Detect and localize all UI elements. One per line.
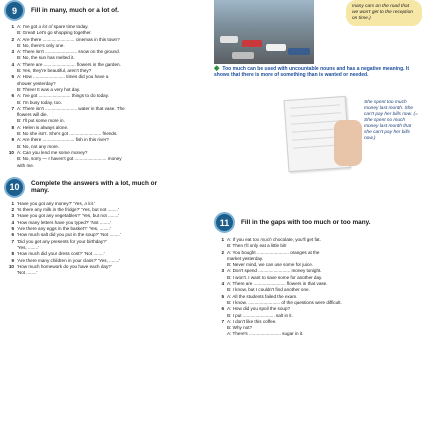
exercise-item: [4, 106, 212, 125]
item-line: B: Why not?: [227, 325, 253, 331]
item-line: 'Did you get any presents for your birthday?': [17, 238, 107, 244]
item-text: [17, 264, 212, 270]
item-number: 1: [11, 200, 14, 206]
item-line: B: I'm busy today, too.: [17, 99, 62, 105]
item-number: 7: [11, 238, 14, 244]
exercise-11-list: [214, 237, 420, 338]
exercise-9-title: Fill in many, much or a lot of.: [31, 6, 119, 14]
rule-text: Too much can be used with uncountable nouns and has a negative meaning. It shows that there is more of something than is wanted or needed.: [214, 66, 409, 79]
item-line: B: No, not any more.: [17, 143, 60, 149]
item-number: 4: [221, 281, 224, 287]
example-note: She spent too much money last month. She can't pay her bills now. (= She spent so much money last month that she can't pay her bills now.): [364, 100, 418, 141]
exercise-item: [214, 319, 420, 338]
item-line: B: I know. ......................... of the questions were difficult.: [227, 299, 342, 305]
car-shape: [242, 40, 262, 47]
item-number: 2: [221, 249, 224, 255]
example-answer: too much: [252, 237, 272, 242]
item-line: B: Then I'll only eat a little bit!: [227, 243, 287, 249]
item-line: spare time today.: [52, 24, 89, 29]
exercise-11-title: Fill in the gaps with too much or too many.: [241, 218, 371, 226]
item-number: 8: [11, 251, 14, 257]
exercise-item: [4, 62, 212, 75]
item-text: [17, 137, 212, 143]
item-line: A: I don't like this coffee.: [227, 318, 277, 324]
exercise-item: [214, 306, 420, 319]
exercise-item: [214, 281, 420, 294]
item-number: 4: [11, 61, 14, 67]
exercise-10-header: [4, 177, 212, 198]
right-column: [214, 0, 420, 423]
item-text: [17, 74, 212, 80]
exercise-item: [4, 74, 212, 93]
item-number: 8: [11, 124, 14, 130]
exercise-item: [4, 24, 212, 37]
item-number: 6: [11, 93, 14, 99]
item-line: A: If you eat: [227, 237, 253, 242]
exercise-item: [4, 125, 212, 138]
item-line: A: All the students failed the exam.: [227, 293, 298, 299]
item-line: A: How ......................... times did you have a: [17, 74, 109, 80]
item-line: B: I know, but I couldn't find another one.: [227, 287, 310, 293]
item-line: 'How much salt did you put in the soup?' 'Not ........': [17, 232, 121, 238]
item-number: 3: [11, 49, 14, 55]
item-line: B: I won't. I want to save some for another day.: [227, 274, 323, 280]
item-line: A: Helen is always alone.: [17, 124, 69, 130]
item-number: 2: [11, 36, 14, 42]
exercise-10-title: Complete the answers with a lot, much or many.: [31, 179, 158, 195]
exercise-item: [4, 239, 212, 252]
item-line: chocolate, you'll get fat.: [271, 237, 321, 242]
exercise-9-header: [4, 0, 212, 21]
bullet-icon: ◆: [214, 65, 220, 72]
exercise-item: [214, 268, 420, 281]
car-shape: [288, 48, 310, 55]
item-number: 1: [11, 24, 14, 29]
item-text: [17, 93, 212, 99]
item-number: 4: [11, 219, 14, 225]
item-line: B: I put ......................... salt in it.: [227, 312, 293, 318]
item-line: A: I've got: [17, 24, 39, 29]
item-number: 5: [221, 293, 224, 299]
car-shape: [220, 36, 238, 43]
example-answer: a lot: [84, 200, 94, 206]
item-line: 'Have you got any vegetables?' 'Yes, but not ........': [17, 213, 120, 219]
item-number: 7: [221, 318, 224, 324]
item-line: 'Are there many children in your class?' 'Yes, ........': [17, 257, 121, 263]
item-text: [17, 37, 212, 43]
exercise-item: [4, 49, 212, 62]
item-line: B: Never mind, we can use some for juice.: [227, 262, 314, 268]
item-text: [227, 268, 420, 274]
item-number: 5: [11, 74, 14, 80]
item-line: 'How many letters have you typed?' 'Not ........': [17, 219, 111, 225]
exercise-item: [4, 93, 212, 106]
item-line: 'Not ........': [17, 270, 38, 276]
grammar-rule: [214, 66, 420, 79]
item-line: A: Are there ......................... fish in this river?: [17, 137, 109, 143]
hand-image: [334, 120, 362, 166]
item-line: A: There isn't ......................... water in that vase. The: [17, 105, 125, 111]
item-line: flowers will die.: [17, 112, 48, 118]
exercise-11-header: [214, 212, 420, 233]
item-line: A: I've got ......................... things to do today.: [17, 93, 109, 99]
item-line: B: No, the sun has melted it.: [17, 55, 75, 61]
item-line: A: There are ......................... flowers in that vase.: [227, 281, 328, 287]
exercise-11: [214, 212, 420, 338]
exercise-item: [4, 137, 212, 150]
item-text: [17, 239, 212, 245]
exercise-10-badge: 10: [4, 177, 25, 198]
item-number: 6: [221, 306, 224, 312]
left-column: [4, 0, 212, 423]
item-line: B: No she isn't. She's got ......................... friends.: [17, 131, 118, 137]
item-number: 3: [221, 268, 224, 274]
speech-bubble: many cars on the road that we won't get to the reception on time.): [346, 0, 422, 26]
item-line: .': [93, 200, 96, 206]
item-line: A: You bought ......................... oranges at the: [227, 249, 320, 255]
item-line: A: Are there ......................... cinemas in this town?: [17, 36, 120, 42]
item-number: 1: [221, 237, 224, 242]
item-line: B: Three! It was a very hot day.: [17, 86, 81, 92]
item-line: 'How much did your dress cost?' 'Not ........': [17, 251, 105, 257]
exercise-item: [214, 294, 420, 307]
item-line: with me.: [17, 162, 35, 168]
item-number: 6: [11, 232, 14, 238]
exercise-item: [214, 237, 420, 250]
car-shape: [232, 52, 254, 59]
item-line: B: No, sorry — I haven't got ......................... money: [17, 156, 122, 162]
item-number: 10: [8, 149, 14, 155]
exercise-10-list: [4, 201, 212, 277]
exercise-item: [214, 250, 420, 269]
item-line: A: Don't spend ......................... money tonight.: [227, 268, 322, 274]
item-line: A: Can you lend me some money?: [17, 149, 88, 155]
car-shape: [266, 44, 286, 51]
item-text: [227, 319, 420, 325]
item-number: 3: [11, 213, 14, 219]
item-text: [227, 306, 420, 312]
traffic-photo: [214, 0, 314, 64]
item-line: B: Great! Let's go shopping together.: [17, 30, 92, 36]
item-line: A: There isn't ......................... snow on the ground.: [17, 49, 120, 55]
item-number: 5: [11, 226, 14, 232]
item-line: 'Yes, ........': [17, 244, 40, 250]
item-number: 2: [11, 207, 14, 213]
item-text: [227, 250, 420, 256]
item-number: 9: [11, 257, 14, 263]
exercise-9-badge: 9: [4, 0, 25, 21]
item-number: 10: [8, 263, 14, 269]
exercise-9-list: [4, 24, 212, 169]
item-line: A: There are ......................... flowers in the garden.: [17, 61, 121, 67]
item-line: market yesterday.: [227, 255, 264, 261]
item-line: B: No, there's only one.: [17, 42, 65, 48]
item-line: 'Are there any eggs in the basket?' 'Yes, ........': [17, 226, 111, 232]
item-line: 'Have you got any money?' 'Yes,: [17, 200, 85, 206]
item-line: A: There's ......................... sugar in it.: [227, 331, 304, 337]
exercise-item: [4, 150, 212, 169]
item-line: 'Is there any milk in the fridge?' 'Yes, but not ........': [17, 207, 119, 213]
example-answer: a lot of: [38, 24, 53, 29]
item-number: 9: [11, 137, 14, 143]
item-line: A: How did you spoil the soup?: [227, 306, 291, 312]
item-line: 'How much homework do you have each day?': [17, 263, 112, 269]
item-number: 7: [11, 105, 14, 111]
exercise-11-badge: 11: [214, 212, 235, 233]
item-line: B: I'll put some more in.: [17, 118, 65, 124]
exercise-item: [4, 37, 212, 50]
item-line: shower yesterday?: [17, 80, 56, 86]
exercise-item: [4, 264, 212, 277]
item-line: B: Yes, they're beautiful, aren't they?: [17, 68, 92, 74]
